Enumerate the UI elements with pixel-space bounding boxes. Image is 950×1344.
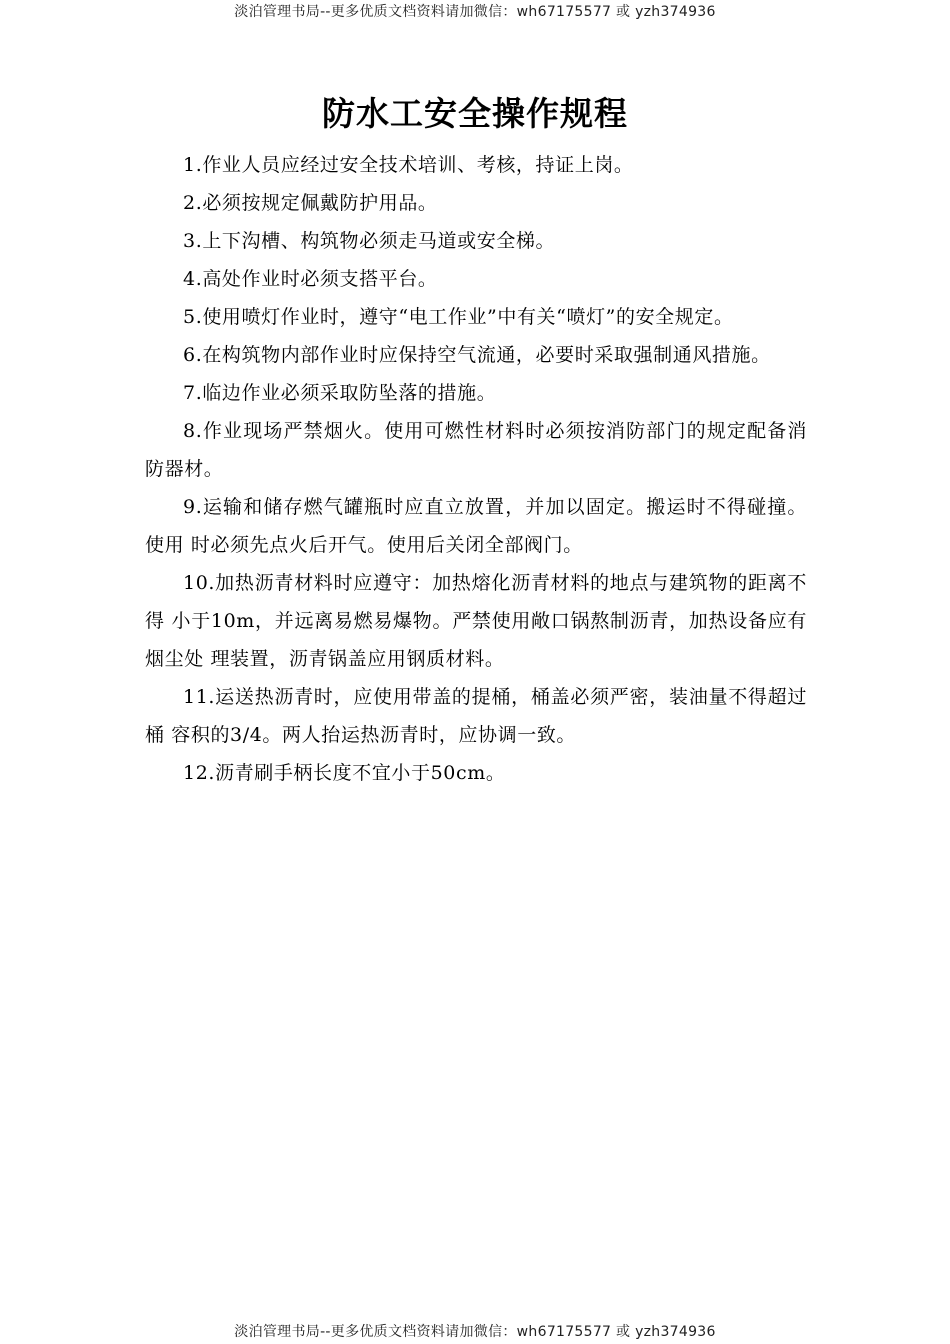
- page-footer: 淡泊管理书局--更多优质文档资料请加微信：wh67175577 或 yzh374936: [234, 1324, 716, 1340]
- rule-list: [145, 146, 807, 792]
- rule-item-5: 5.使用喷灯作业时，遵守“电工作业”中有关“喷灯”的安全规定。: [183, 306, 734, 328]
- rule-item-7: 7.临边作业必须采取防坠落的措施。: [183, 382, 497, 404]
- rule-item-10: 10.加热沥青材料时应遵守：加热熔化沥青材料的地点与建筑物的距离不得 小于10m，并远离易燃易爆物。严禁使用敞口锅熬制沥青，加热设备应有烟尘处 理装置，沥青锅盖应用钢质材料。: [145, 572, 807, 670]
- rule-item-11: 11.运送热沥青时，应使用带盖的提桶，桶盖必须严密，装油量不得超过桶 容积的3/4。两人抬运热沥青时，应协调一致。: [145, 686, 807, 746]
- rule-item-2: 2.必须按规定佩戴防护用品。: [183, 192, 438, 214]
- document-title: 防水工安全操作规程: [322, 94, 628, 133]
- rule-item-6: 6.在构筑物内部作业时应保持空气流通，必要时采取强制通风措施。: [183, 344, 771, 366]
- rule-item-1: 1.作业人员应经过安全技术培训、考核，持证上岗。: [183, 154, 634, 176]
- rule-item-8: 8.作业现场严禁烟火。使用可燃性材料时必须按消防部门的规定配备消防器材。: [145, 420, 807, 480]
- rule-item-3: 3.上下沟槽、构筑物必须走马道或安全梯。: [183, 230, 556, 252]
- rule-item-9: 9.运输和储存燃气罐瓶时应直立放置，并加以固定。搬运时不得碰撞。使用 时必须先点火后开气。使用后关闭全部阀门。: [145, 496, 807, 556]
- rule-item-12: 12.沥青刷手柄长度不宜小于50cm。: [183, 762, 506, 784]
- page-header: 淡泊管理书局--更多优质文档资料请加微信：wh67175577 或 yzh374936: [234, 4, 716, 20]
- rule-item-4: 4.高处作业时必须支搭平台。: [183, 268, 438, 290]
